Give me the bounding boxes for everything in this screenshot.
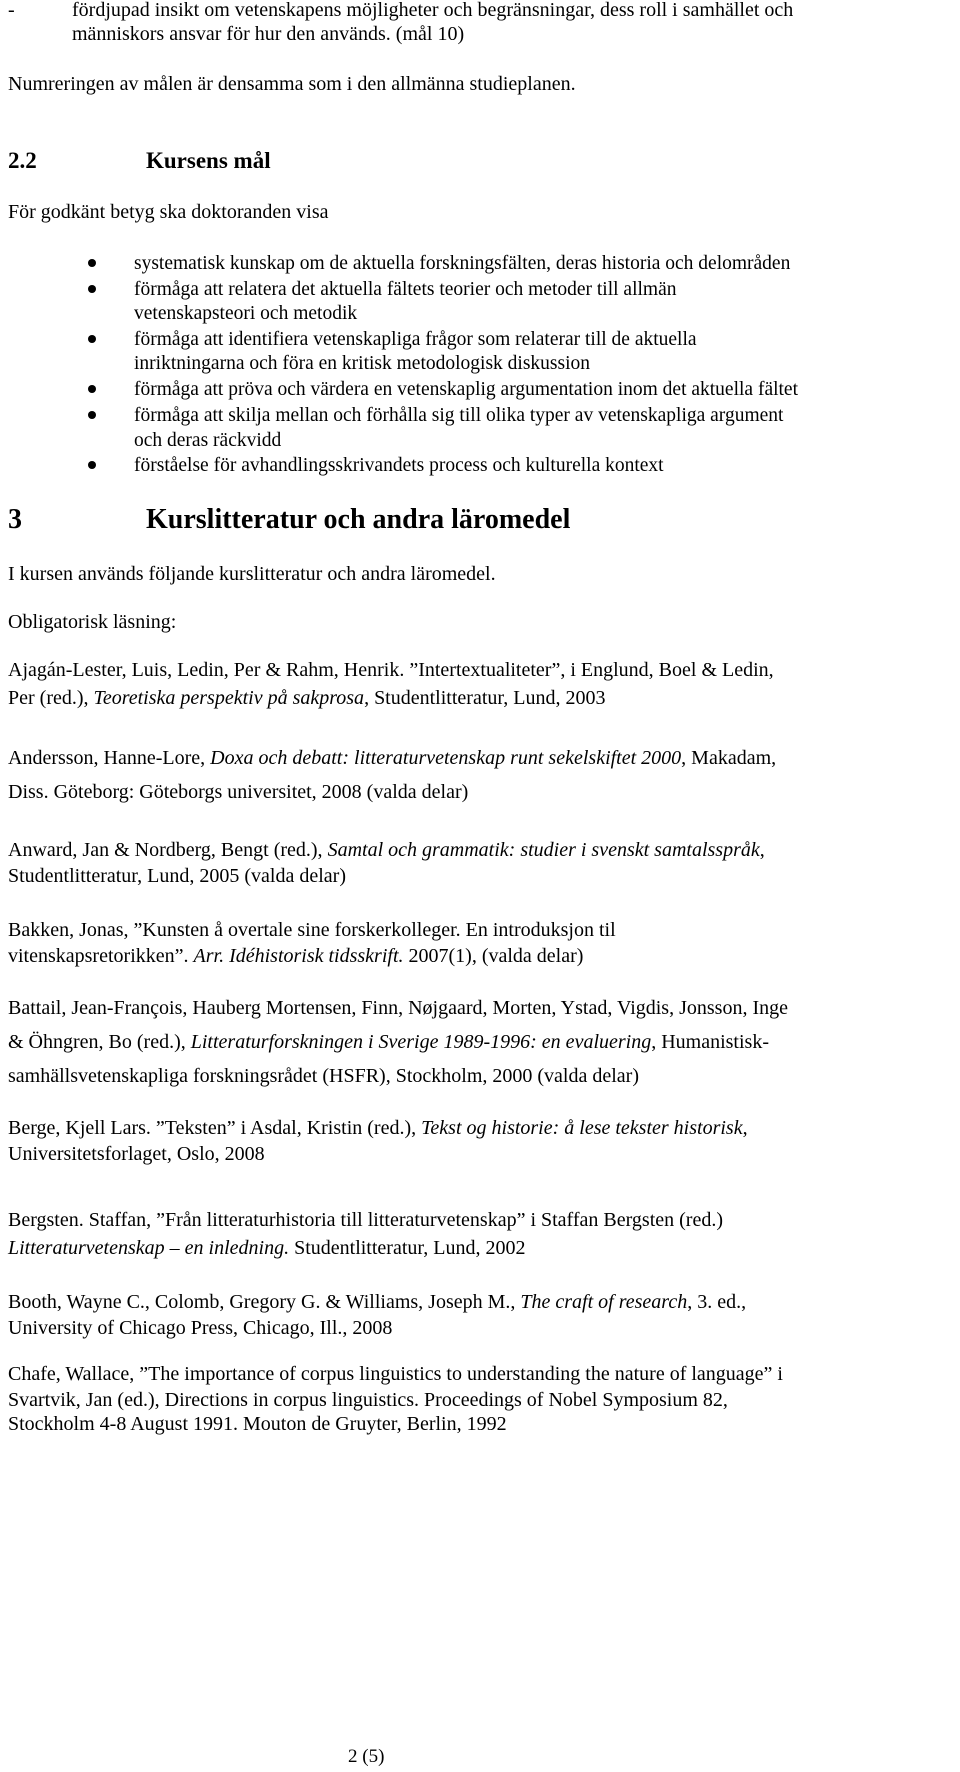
reference-text: Booth, Wayne C., Colomb, Gregory G. & Williams, Joseph M., [8, 1291, 521, 1313]
reference-entry-line [8, 838, 765, 862]
intro-dash: - [8, 0, 15, 21]
reference-entry-line [8, 1116, 748, 1140]
reference-entry-line [8, 1290, 746, 1314]
section-3-number: 3 [8, 504, 22, 535]
reference-text: Bergsten. Staffan, ”Från litteraturhistoria till litteraturvetenskap” i Staffan Bergsten (red.) [8, 1209, 723, 1231]
reference-entry-line [8, 1362, 783, 1386]
goal-item-line: förmåga att identifiera vetenskapliga frågor som relaterar till de aktuella [134, 329, 697, 350]
reference-text: Svartvik, Jan (ed.), Directions in corpus linguistics. Proceedings of Nobel Symposium 82, [8, 1389, 728, 1411]
goal-item-line: förmåga att pröva och värdera en vetenskaplig argumentation inom det aktuella fältet [134, 379, 799, 400]
reference-text: vitenskapsretorikken”. [8, 945, 194, 967]
reference-entry-line [8, 1316, 392, 1340]
reference-text: , [742, 1117, 748, 1139]
reference-title: The craft of research [520, 1291, 688, 1313]
reference-text: Stockholm 4-8 August 1991. Mouton de Gruyter, Berlin, 1992 [8, 1413, 507, 1435]
reference-text: Ajagán-Lester, Luis, Ledin, Per & Rahm, Henrik. ”Intertextualiteter”, i Englund, Boel & Ledin, [8, 659, 774, 681]
reference-text: , Humanistisk- [651, 1031, 769, 1053]
reference-entry-line [8, 1208, 723, 1232]
reference-entry-line [8, 918, 616, 942]
goal-item-line: och deras räckvidd [134, 430, 282, 451]
section-3-title: Kurslitteratur och andra läromedel [146, 504, 571, 535]
reference-title: Tekst og historie: å lese tekster historisk [421, 1117, 743, 1139]
bullet-dot [88, 259, 96, 267]
reference-title: Arr. Idéhistorisk tidsskrift. [193, 945, 404, 967]
page-number: 2 (5) [348, 1746, 385, 1767]
reference-entry-line [8, 1064, 639, 1088]
reference-entry-line [8, 686, 605, 710]
reference-text: , [759, 839, 765, 861]
reference-entry-line [8, 1236, 525, 1260]
reference-text: Berge, Kjell Lars. ”Teksten” i Asdal, Kristin (red.), [8, 1117, 422, 1139]
reference-title: Doxa och debatt: litteraturvetenskap runt sekelskiftet 2000 [210, 747, 682, 769]
reference-text: Anward, Jan & Nordberg, Bengt (red.), [8, 839, 328, 861]
reference-text: Bakken, Jonas, ”Kunsten å overtale sine forskerkolleger. En introduksjon til [8, 919, 616, 941]
reference-text: Battail, Jean-François, Hauberg Mortensen, Finn, Nøjgaard, Morten, Ystad, Vigdis, Jonsson, Inge [8, 997, 788, 1019]
section-2-2-intro: För godkänt betyg ska doktoranden visa [8, 201, 329, 223]
goal-item-line: vetenskapsteori och metodik [134, 303, 358, 324]
reference-title: Samtal och grammatik: studier i svenskt samtalsspråk [327, 839, 760, 861]
reference-text: 2007(1), (valda delar) [403, 945, 584, 967]
reference-text: University of Chicago Press, Chicago, Ill., 2008 [8, 1317, 393, 1339]
reference-text: samhällsvetenskapliga forskningsrådet (HSFR), Stockholm, 2000 (valda delar) [8, 1065, 639, 1087]
reference-text: Chafe, Wallace, ”The importance of corpus linguistics to understanding the nature of language” i [8, 1363, 783, 1385]
reference-text: Diss. Göteborg: Göteborgs universitet, 2008 (valda delar) [8, 781, 469, 803]
reference-entry-line [8, 780, 468, 804]
reference-text: Studentlitteratur, Lund, 2002 [289, 1237, 526, 1259]
bullet-dot [88, 411, 96, 419]
goal-item-line: förmåga att skilja mellan och förhålla sig till olika typer av vetenskapliga argument [134, 405, 784, 426]
reference-entry-line [8, 1142, 265, 1166]
reference-text: , 3. ed., [687, 1291, 747, 1313]
section-2-2-number: 2.2 [8, 148, 37, 173]
reference-text: Universitetsforlaget, Oslo, 2008 [8, 1143, 265, 1165]
reference-title: Litteraturforskningen i Sverige 1989-1996: en evaluering [190, 1031, 652, 1053]
mandatory-reading-label: Obligatorisk läsning: [8, 611, 177, 633]
reference-entry-line [8, 944, 583, 968]
reference-entry-line [8, 1388, 728, 1412]
goal-item-line: systematisk kunskap om de aktuella forskningsfälten, deras historia och delområden [134, 253, 791, 274]
bullet-dot [88, 385, 96, 393]
numbering-note: Numreringen av målen är densamma som i den allmänna studieplanen. [8, 73, 576, 95]
section-2-2-title: Kursens mål [146, 148, 271, 173]
reference-entry-line [8, 1030, 769, 1054]
goal-item-line: förståelse för avhandlingsskrivandets process och kulturella kontext [134, 455, 664, 476]
goal-line-1: fördjupad insikt om vetenskapens möjligheter och begränsningar, dess roll i samhället och [72, 0, 794, 21]
reference-text: Andersson, Hanne-Lore, [8, 747, 211, 769]
reference-entry-line [8, 864, 346, 888]
reference-text: , Studentlitteratur, Lund, 2003 [364, 687, 606, 709]
reference-entry-line [8, 996, 788, 1020]
reference-title: Litteraturvetenskap – en inledning. [8, 1237, 290, 1259]
reference-entry-line [8, 1412, 507, 1436]
reference-title: Teoretiska perspektiv på sakprosa [93, 687, 365, 709]
reference-text: , Makadam, [681, 747, 777, 769]
reference-text: Studentlitteratur, Lund, 2005 (valda delar) [8, 865, 346, 887]
goal-line-2: människors ansvar för hur den används. (mål 10) [72, 23, 465, 45]
goal-item-line: inriktningarna och föra en kritisk metodologisk diskussion [134, 353, 591, 374]
reference-text: & Öhngren, Bo (red.), [8, 1031, 191, 1053]
reference-entry-line [8, 658, 774, 682]
bullet-dot [88, 285, 96, 293]
section-3-intro: I kursen används följande kurslitteratur och andra läromedel. [8, 563, 496, 585]
goal-item-line: förmåga att relatera det aktuella fältets teorier och metoder till allmän [134, 279, 677, 300]
reference-text: Per (red.), [8, 687, 94, 709]
reference-entry-line [8, 746, 776, 770]
bullet-dot [88, 335, 96, 343]
bullet-dot [88, 461, 96, 469]
